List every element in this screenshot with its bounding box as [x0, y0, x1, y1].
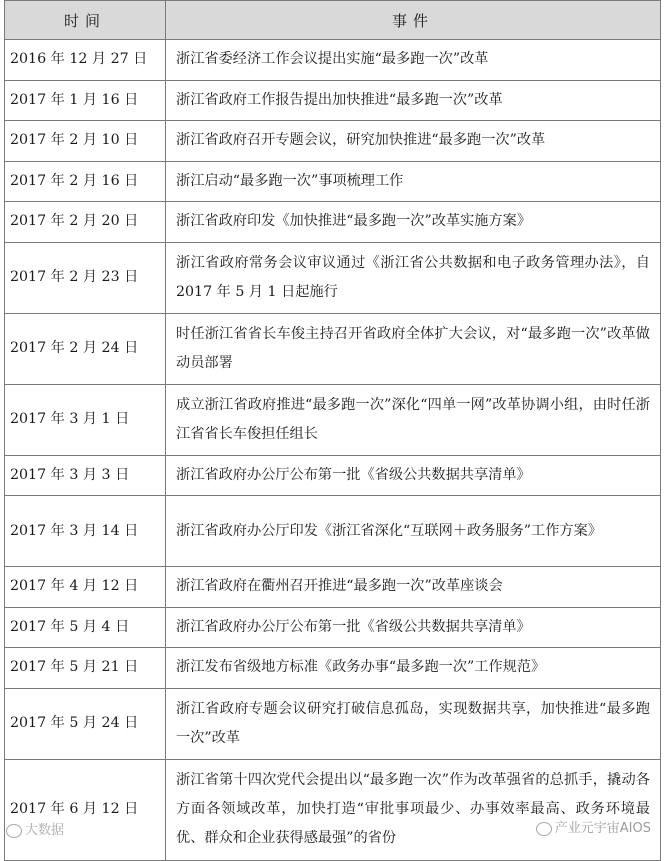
row-date: 2017 年 3 月 3 日	[5, 455, 166, 496]
row-date: 2017 年 2 月 24 日	[5, 313, 166, 384]
table-row	[5, 384, 661, 455]
row-date: 2017 年 2 月 16 日	[5, 161, 166, 202]
header-event: 事件	[166, 1, 661, 40]
table-row	[5, 607, 661, 648]
table-row	[5, 40, 661, 81]
row-event: 浙江省政府工作报告提出加快推进“最多跑一次”改革	[166, 80, 661, 121]
row-date: 2017 年 2 月 10 日	[5, 121, 166, 162]
row-date: 2017 年 1 月 16 日	[5, 80, 166, 121]
row-event: 浙江省政府常务会议审议通过《浙江省公共数据和电子政务管理办法》，自 2017 年 5 月 1 日起施行	[166, 242, 661, 313]
row-event: 浙江省政府专题会议研究打破信息孤岛，实现数据共享，加快推进“最多跑一次”改革	[166, 688, 661, 759]
table-row	[5, 455, 661, 496]
row-date: 2017 年 2 月 20 日	[5, 202, 166, 243]
watermark-right-text: 产业元宇宙AIOS	[554, 821, 651, 836]
table-header-row	[5, 1, 661, 40]
wechat-icon	[536, 822, 552, 836]
table-row	[5, 688, 661, 759]
table-row	[5, 80, 661, 121]
table-row	[5, 242, 661, 313]
table-row	[5, 121, 661, 162]
watermark-left	[6, 819, 64, 838]
table-row	[5, 496, 661, 567]
row-event: 浙江省政府办公厅印发《浙江省深化“互联网＋政务服务”工作方案》	[166, 496, 661, 567]
row-event: 浙江省政府召开专题会议，研究加快推进“最多跑一次”改革	[166, 121, 661, 162]
row-event: 浙江发布省级地方标准《政务办事“最多跑一次”工作规范》	[166, 648, 661, 689]
table-row	[5, 161, 661, 202]
events-table	[4, 0, 661, 861]
row-date: 2017 年 6 月 12 日	[5, 759, 166, 860]
row-event: 浙江省政府办公厅公布第一批《省级公共数据共享清单》	[166, 607, 661, 648]
row-event: 浙江省政府办公厅公布第一批《省级公共数据共享清单》	[166, 455, 661, 496]
header-time: 时间	[5, 1, 166, 40]
table-row	[5, 202, 661, 243]
row-date: 2017 年 3 月 1 日	[5, 384, 166, 455]
row-event: 浙江省政府在衢州召开推进“最多跑一次”改革座谈会	[166, 567, 661, 608]
row-event: 浙江省委经济工作会议提出实施“最多跑一次”改革	[166, 40, 661, 81]
row-date: 2017 年 4 月 12 日	[5, 567, 166, 608]
weibo-icon	[6, 824, 22, 838]
table-row	[5, 567, 661, 608]
row-date: 2017 年 2 月 23 日	[5, 242, 166, 313]
watermark-left-text: 大数据	[25, 823, 65, 838]
table-row	[5, 759, 661, 860]
table-row	[5, 313, 661, 384]
row-date: 2017 年 3 月 14 日	[5, 496, 166, 567]
row-date: 2016 年 12 月 27 日	[5, 40, 166, 81]
row-event: 浙江省第十四次党代会提出以“最多跑一次”作为改革强省的总抓手，撬动各方面各领域改革，加快打造“审批事项最少、办事效率最高、政务环境最优、群众和企业获得感最强”的省份	[166, 759, 661, 860]
row-event: 浙江启动“最多跑一次”事项梳理工作	[166, 161, 661, 202]
row-event: 成立浙江省政府推进“最多跑一次”深化“四单一网”改革协调小组，由时任浙江省省长车俊担任组长	[166, 384, 661, 455]
row-date: 2017 年 5 月 24 日	[5, 688, 166, 759]
row-date: 2017 年 5 月 21 日	[5, 648, 166, 689]
watermark-right	[536, 817, 651, 836]
row-event: 时任浙江省省长车俊主持召开省政府全体扩大会议，对“最多跑一次”改革做动员部署	[166, 313, 661, 384]
table-row	[5, 648, 661, 689]
row-date: 2017 年 5 月 4 日	[5, 607, 166, 648]
row-event: 浙江省政府印发《加快推进“最多跑一次”改革实施方案》	[166, 202, 661, 243]
